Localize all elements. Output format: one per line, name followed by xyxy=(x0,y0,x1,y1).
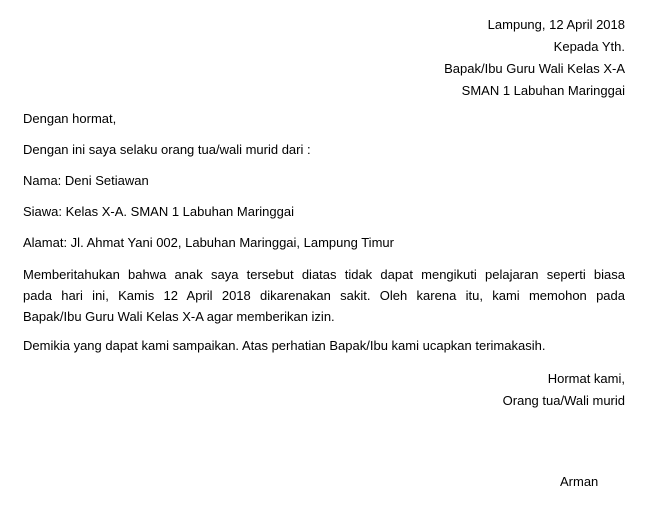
intro-text: Dengan ini saya selaku orang tua/wali murid dari : xyxy=(23,142,311,157)
student-name: Nama: Deni Setiawan xyxy=(23,173,149,188)
body-paragraph xyxy=(23,264,625,327)
sender-role: Orang tua/Wali murid xyxy=(502,393,625,408)
signature-name: Arman xyxy=(560,474,599,489)
student-address: Alamat: Jl. Ahmat Yani 002, Labuhan Maringgai, Lampung Timur xyxy=(23,235,394,250)
recipient-name: Bapak/Ibu Guru Wali Kelas X-A xyxy=(444,61,625,76)
body-line-1: Memberitahukan bahwa anak saya tersebut diatas tidak dapat mengikuti pelajaran seperti biasa xyxy=(23,267,625,282)
school-name: SMAN 1 Labuhan Maringgai xyxy=(461,83,625,98)
regards-text: Hormat kami, xyxy=(547,371,625,386)
body-line-3: Bapak/Ibu Guru Wali Kelas X-A agar memberikan izin. xyxy=(23,309,335,324)
closing-sentence: Demikia yang dapat kami sampaikan. Atas perhatian Bapak/Ibu kami ucapkan terimakasih. xyxy=(23,338,546,353)
letter-header xyxy=(444,14,625,102)
body-line-2: pada hari ini, Kamis 12 April 2018 dikarenakan sakit. Oleh karena itu, kami memohon pada xyxy=(23,288,625,303)
addressee-salutation: Kepada Yth. xyxy=(553,39,625,54)
place-date: Lampung, 12 April 2018 xyxy=(487,17,625,32)
closing-block xyxy=(503,368,625,412)
student-class: Siawa: Kelas X-A. SMAN 1 Labuhan Maringgai xyxy=(23,204,294,219)
greeting: Dengan hormat, xyxy=(23,111,117,126)
